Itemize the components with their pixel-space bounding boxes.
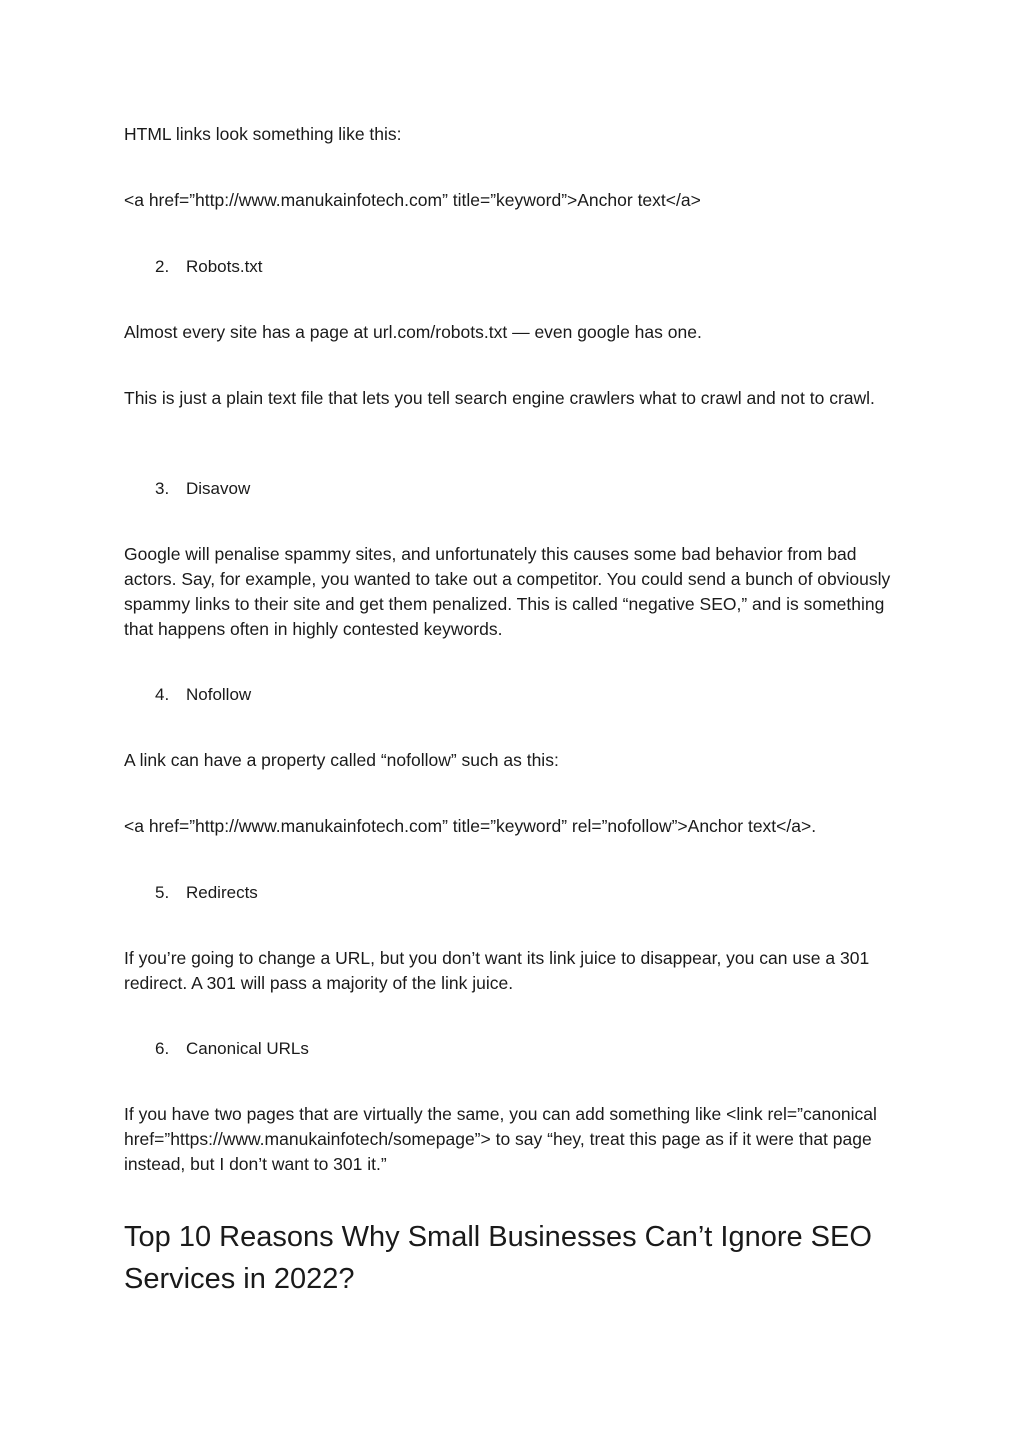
intro-paragraph: HTML links look something like this: [124, 124, 402, 144]
list-label: Redirects [186, 883, 258, 902]
code-example-nofollow: <a href=”http://www.manukainfotech.com” title=”keyword” rel=”nofollow”>Anchor text</a>. [124, 816, 817, 836]
list-number: 2. [155, 257, 170, 276]
list-item-robots [155, 254, 263, 279]
list-number: 5. [155, 883, 170, 902]
section-heading: Top 10 Reasons Why Small Businesses Can’t Ignore SEO Services in 2022? [124, 1221, 872, 1295]
list-number: 3. [155, 479, 170, 498]
disavow-paragraph: Google will penalise spammy sites, and unfortunately this causes some bad behavior from bad actors. Say, for example, you wanted to take out a competitor. You could send a bunch of obviously spammy links to their site and get them penalized. This is called “negative SEO,” and is something that happens often in highly contested keywords. [124, 544, 891, 639]
robots-paragraph-2: This is just a plain text file that lets you tell search engine crawlers what to crawl and not to crawl. [124, 388, 875, 408]
list-label: Canonical URLs [186, 1039, 309, 1058]
list-label: Robots.txt [186, 257, 263, 276]
list-item-redirects [155, 880, 258, 905]
canonical-paragraph: If you have two pages that are virtually the same, you can add something like <link rel=”canonical href=”https://www.manukainfotech/somepage”> to say “hey, treat this page as if it were that page instead, but I don’t want to 301 it.” [124, 1104, 877, 1174]
list-item-canonical [155, 1036, 309, 1061]
list-label: Disavow [186, 479, 251, 498]
code-example-link: <a href=”http://www.manukainfotech.com” title=”keyword”>Anchor text</a> [124, 190, 701, 210]
list-number: 4. [155, 685, 170, 704]
nofollow-paragraph: A link can have a property called “nofollow” such as this: [124, 750, 559, 770]
list-number: 6. [155, 1039, 170, 1058]
redirects-paragraph: If you’re going to change a URL, but you don’t want its link juice to disappear, you can use a 301 redirect. A 301 will pass a majority of the link juice. [124, 948, 870, 993]
list-label: Nofollow [186, 685, 252, 704]
list-item-nofollow [155, 682, 251, 707]
list-item-disavow [155, 476, 250, 501]
robots-paragraph-1: Almost every site has a page at url.com/robots.txt — even google has one. [124, 322, 702, 342]
